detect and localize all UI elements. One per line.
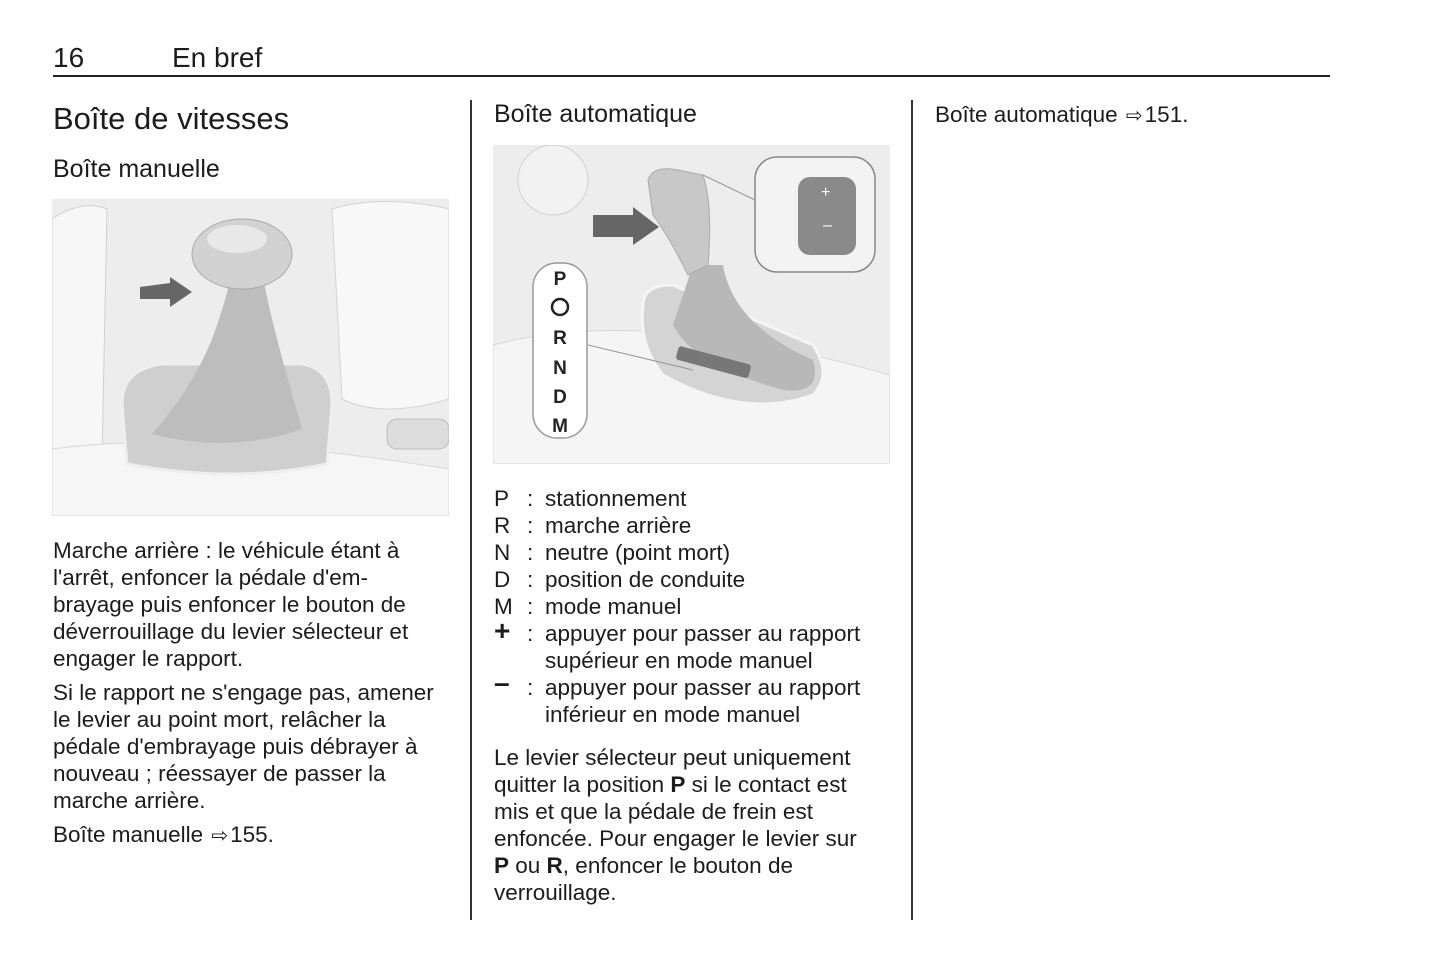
text-line: mis et que la pédale de frein est: [494, 799, 813, 824]
legend-desc: marche arrière: [545, 513, 692, 538]
text-line: [494, 852, 793, 879]
legend-key: M: [494, 594, 513, 619]
legend-key: N: [494, 540, 511, 565]
plus-label: +: [821, 184, 831, 201]
legend-key: R: [494, 513, 511, 538]
text-line: nouveau ; réessayer de passer la: [53, 761, 386, 786]
colon: :: [527, 486, 534, 511]
column-divider: [911, 100, 913, 920]
minus-label: –: [823, 217, 832, 234]
text-line: marche arrière.: [53, 788, 206, 813]
text-line: Si le rapport ne s'engage pas, amener: [53, 680, 434, 705]
header-rule: [53, 75, 1330, 77]
minus-icon: –: [494, 667, 510, 698]
text-line: Marche arrière : le véhicule étant à: [53, 538, 400, 563]
ref-label: Boîte automatique: [935, 102, 1118, 127]
text-line: enfoncée. Pour engager le levier sur: [494, 826, 857, 851]
colon: :: [527, 540, 534, 565]
legend-key: D: [494, 567, 511, 592]
legend-desc: position de conduite: [545, 567, 746, 592]
text-line: engager le rapport.: [53, 646, 244, 671]
heading-manual-gearbox: Boîte manuelle: [53, 155, 220, 183]
arrow-right-outline-icon: ⇨: [1125, 105, 1143, 127]
colon: :: [527, 567, 534, 592]
selector-M: M: [552, 416, 568, 437]
automatic-selector-figure: [493, 145, 890, 464]
text: si le contact est: [685, 772, 847, 797]
colon: :: [527, 675, 534, 700]
legend-desc: appuyer pour passer au rapport: [545, 621, 861, 646]
text-line: brayage puis enfoncer le bouton de: [53, 592, 406, 617]
text-bold: P: [670, 772, 686, 797]
text-line: verrouillage.: [494, 880, 617, 905]
arrow-right-outline-icon: ⇨: [211, 825, 229, 847]
colon: :: [527, 621, 534, 646]
legend-desc: supérieur en mode manuel: [545, 648, 813, 673]
cross-reference-automatic[interactable]: [935, 101, 1188, 130]
legend-desc: neutre (point mort): [545, 540, 731, 565]
manual-gearshift-figure: [52, 199, 449, 516]
text-line: l'arrêt, enfoncer la pédale d'em-: [53, 565, 369, 590]
text-bold: R: [546, 853, 563, 878]
text-line: [494, 771, 847, 798]
legend-desc: inférieur en mode manuel: [545, 702, 801, 727]
section-title: En bref: [172, 42, 263, 73]
heading-gearbox: Boîte de vitesses: [53, 101, 290, 136]
plus-icon: +: [494, 615, 511, 646]
selector-P: P: [553, 269, 567, 290]
selector-N: N: [553, 358, 567, 379]
text-line: le levier au point mort, relâcher la: [53, 707, 386, 732]
text: quitter la position: [494, 772, 671, 797]
selector-R: R: [553, 328, 567, 349]
text-bold: P: [494, 853, 510, 878]
text: ou: [509, 853, 547, 878]
page-number: 16: [53, 42, 85, 73]
heading-automatic-gearbox: Boîte automatique: [494, 100, 697, 128]
legend-desc: appuyer pour passer au rapport: [545, 675, 861, 700]
legend-desc: mode manuel: [545, 594, 682, 619]
selector-legend: [494, 485, 904, 730]
legend-key: P: [494, 486, 510, 511]
cross-reference-manual[interactable]: [53, 821, 274, 850]
text-line: pédale d'embrayage puis débrayer à: [53, 734, 418, 759]
text: , enfoncer le bouton de: [562, 853, 793, 878]
ref-page: 155.: [230, 822, 274, 847]
ref-label: Boîte manuelle: [53, 822, 204, 847]
colon: :: [527, 513, 534, 538]
text-line: Le levier sélecteur peut uniquement: [494, 745, 851, 770]
ref-page: 151.: [1144, 102, 1189, 127]
selector-D: D: [553, 387, 567, 408]
colon: :: [527, 594, 534, 619]
text-line: déverrouillage du levier sélecteur et: [53, 619, 409, 644]
legend-desc: stationnement: [545, 486, 687, 511]
column-divider: [470, 100, 472, 920]
